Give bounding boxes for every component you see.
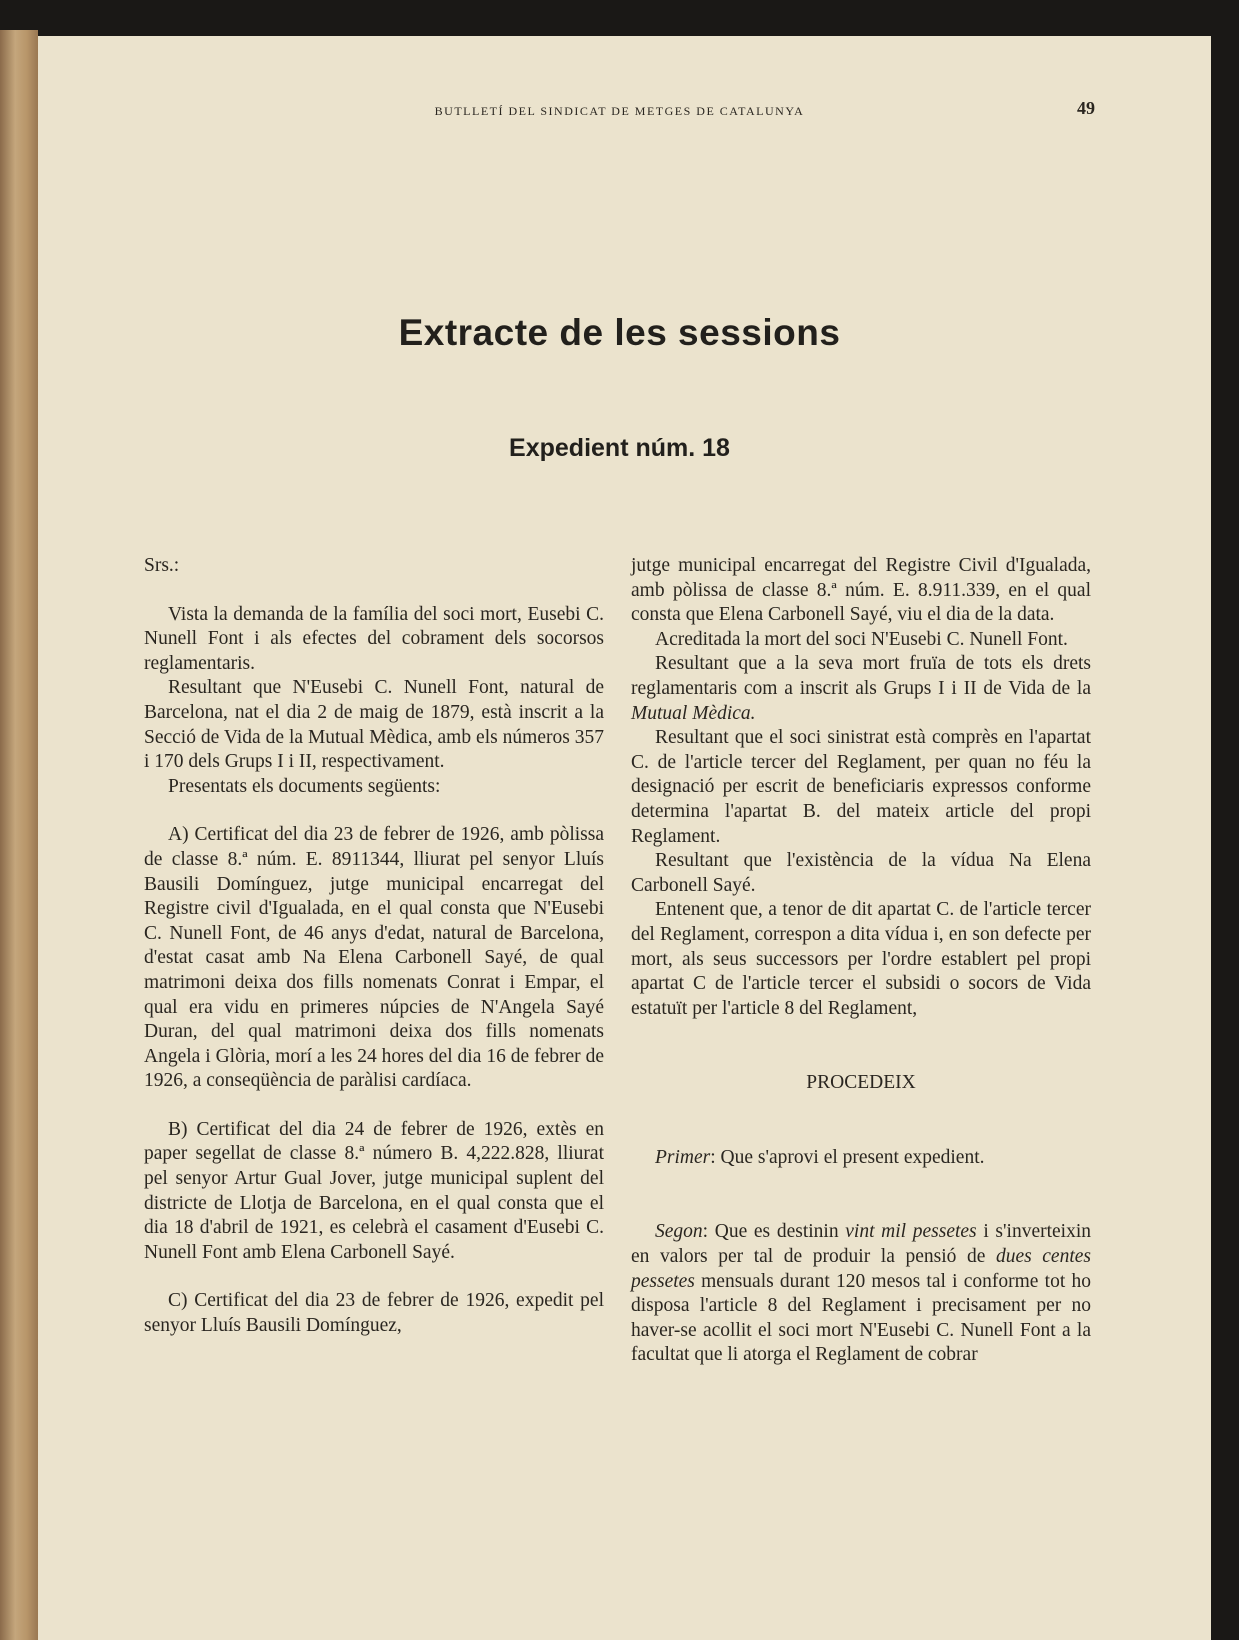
document-a: A) Certificat del dia 23 de febrer de 1926, amb pòlissa de classe 8.ª núm. E. 8911344, lliurat pel senyor Lluís Bausili Domínguez, jutge municipal encarregat del Registre civil d'Igualada, en el qual consta que N'Eusebi C. Nunell Font, de 46 anys d'edat, natural de Barcelona, d'estat casat amb Na Elena Carbonell Sayé, de qual matrimoni deixa dos fills nomenats Conrat i Empar, el qual era vidu en primeres núpcies de N'Angela Sayé Duran, del qual matrimoni deixa dos fills nomenats Angela i Glòria, morí a les 24 hores del dia 16 de febrer de 1926, a conseqüència de paràlisi cardíaca. xyxy=(144,824,604,1092)
paragraph: Vista la demanda de la família del soci mort, Eusebi C. Nunell Font i als efectes del cobrament dels socorsos reglamentaris. xyxy=(144,603,604,674)
document-b: B) Certificat del dia 24 de febrer de 1926, extès en paper segellat de classe 8.ª número B. 4,222.828, lliurat pel senyor Artur Gual Jover, jutge municipal suplent del districte de Llotja de Barcelona, en el qual consta que el dia 18 d'abril de 1921, es celebrà el casament d'Eusebi C. Nunell Font amb Elena Carbonell Sayé. xyxy=(144,1118,604,1263)
document-c: C) Certificat del dia 23 de febrer de 1926, expedit pel senyor Lluís Bausili Domínguez, xyxy=(144,1290,604,1337)
paragraph: Resultant que el soci sinistrat està comprès en l'apartat C. de l'article tercer del Reglament, per quan no féu la designació per escrit de beneficiaris expressos conforme determina l'apartat B. del mateix article del propi Reglament. xyxy=(631,727,1091,847)
running-header: BUTLLETÍ DEL SINDICAT DE METGES DE CATALUNYA xyxy=(434,104,805,118)
page-number: 49 xyxy=(1077,98,1095,118)
paragraph: Resultant que l'existència de la vídua Na Elena Carbonell Sayé. xyxy=(631,850,1091,896)
resolution-segon: Segon: Que es destinin vint mil pessetes i s'inverteixin en valors per tal de produir la pensió de dues centes pessetes mensuals durant 120 mesos tal i conforme tot ho disposa l'article 8 del Reglament i precisament per no haver-se acollit el soci mort N'Eusebi C. Nunell Font a la facultat que li atorga el Reglament de cobrar xyxy=(631,1221,1091,1366)
page xyxy=(38,36,1211,1640)
paragraph: Resultant que a la seva mort fruïa de tots els drets reglamentaris com a inscrit als Grups I i II de Vida de la Mutual Mèdica. xyxy=(631,653,1091,724)
paragraph: Resultant que N'Eusebi C. Nunell Font, natural de Barcelona, nat el dia 2 de maig de 1879, està inscrit a la Secció de Vida de la Mutual Mèdica, amb els números 357 i 170 dels Grups I i II, respectivament. xyxy=(144,677,604,773)
paragraph: Presentats els documents següents: xyxy=(168,775,441,797)
paragraph: Acreditada la mort del soci N'Eusebi C. Nunell Font. xyxy=(655,628,1068,650)
left-column xyxy=(144,554,604,1339)
paragraph: Entenent que, a tenor de dit apartat C. de l'article tercer del Reglament, correspon a dita vídua i, en son defecte per mort, als seus successors per l'ordre establert pel propi apartat C de l'article tercer el subsidi o socors de Vida estatuït per l'article 8 del Reglament, xyxy=(631,899,1091,1019)
procedeix-heading: PROCEDEIX xyxy=(806,1072,916,1094)
resolution-primer: Primer: Que s'aprovi el present expedient. xyxy=(655,1146,985,1168)
book-spine xyxy=(0,30,38,1640)
paragraph: jutge municipal encarregat del Registre Civil d'Igualada, amb pòlissa de classe 8.ª núm. E. 8.911.339, en el qual consta que Elena Carbonell Sayé, viu el dia de la data. xyxy=(631,555,1091,626)
right-column xyxy=(631,554,1091,1368)
page-title: Extracte de les sessions xyxy=(398,312,841,353)
section-subtitle: Expedient núm. 18 xyxy=(509,434,730,462)
salutation: Srs.: xyxy=(144,555,180,576)
